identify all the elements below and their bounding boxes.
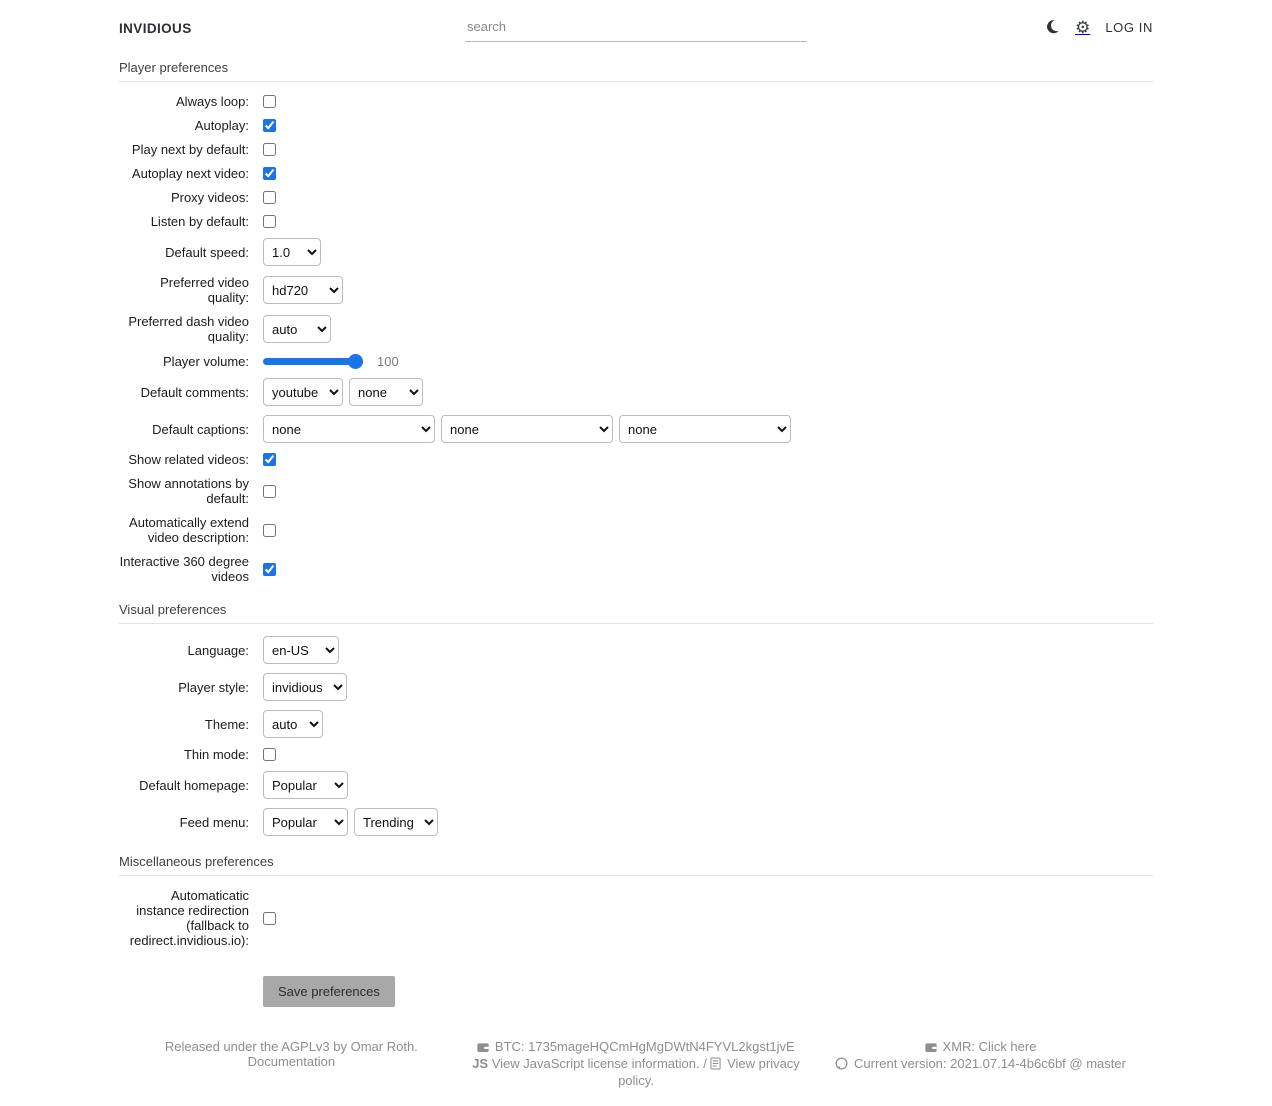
autoplay-next-checkbox[interactable] bbox=[263, 167, 276, 180]
language-select[interactable] bbox=[263, 636, 339, 664]
listen-default-label: Listen by default: bbox=[150, 214, 249, 229]
player-style-label: Player style: bbox=[178, 679, 249, 695]
video-quality-label: Preferred video quality: bbox=[160, 275, 249, 305]
player-volume-value: 100 bbox=[377, 353, 399, 369]
player-volume-label: Player volume: bbox=[163, 353, 249, 369]
default-speed-label: Default speed: bbox=[165, 244, 249, 260]
dash-quality-select[interactable] bbox=[263, 315, 331, 343]
login-link[interactable]: LOG IN bbox=[1105, 20, 1153, 36]
github-icon bbox=[835, 1057, 848, 1073]
proxy-videos-row bbox=[119, 190, 1153, 205]
privacy-document-icon bbox=[710, 1057, 721, 1073]
related-videos-label: Show related videos: bbox=[128, 452, 249, 467]
related-videos-checkbox[interactable] bbox=[263, 453, 276, 466]
default-speed-select[interactable] bbox=[263, 238, 321, 266]
autoplay-label: Autoplay: bbox=[194, 118, 249, 133]
moon-icon bbox=[1045, 19, 1060, 36]
instance-redirect-checkbox[interactable] bbox=[263, 912, 276, 925]
vr360-checkbox[interactable] bbox=[263, 563, 276, 576]
play-next-label: Play next by default: bbox=[131, 142, 249, 157]
theme-label: Theme: bbox=[204, 716, 249, 732]
current-version-value: 2021.07.14-4b6c6bf @ master bbox=[950, 1056, 1126, 1071]
default-homepage-select[interactable] bbox=[263, 771, 348, 799]
misc-preferences-section bbox=[119, 888, 1153, 1007]
default-comments-select-1[interactable] bbox=[263, 378, 343, 406]
listen-default-row bbox=[119, 214, 1153, 229]
always-loop-row bbox=[119, 94, 1153, 109]
video-quality-select[interactable] bbox=[263, 276, 343, 304]
language-row bbox=[119, 636, 1153, 664]
default-captions-row bbox=[119, 415, 1153, 443]
current-version-label: Current version: bbox=[854, 1056, 947, 1071]
default-speed-row bbox=[119, 238, 1153, 266]
visual-preferences-heading: Visual preferences bbox=[119, 602, 1153, 624]
player-volume-slider[interactable] bbox=[263, 353, 363, 369]
default-captions-select-3[interactable] bbox=[619, 415, 791, 443]
theme-select[interactable] bbox=[263, 710, 323, 738]
thin-mode-label: Thin mode: bbox=[183, 747, 249, 762]
annotations-row bbox=[119, 476, 1153, 506]
thin-mode-checkbox[interactable] bbox=[263, 748, 276, 761]
autoplay-next-label: Autoplay next video: bbox=[131, 166, 249, 181]
btc-address-text: BTC: 1735mageHQCmHgMgDWtN4FYVL2kgst1jvE bbox=[494, 1039, 795, 1054]
xmr-label: XMR: bbox=[942, 1039, 976, 1054]
player-style-row bbox=[119, 673, 1153, 701]
vr360-label: Interactive 360 degree videos bbox=[119, 554, 249, 584]
related-videos-row bbox=[119, 452, 1153, 467]
extend-description-label: Automatically extend video description: bbox=[129, 515, 249, 545]
wallet-icon bbox=[477, 1041, 489, 1056]
always-loop-checkbox[interactable] bbox=[263, 95, 276, 108]
footer-license-text: Released under the AGPLv3 by Omar Roth. bbox=[164, 1039, 418, 1054]
feed-menu-row bbox=[119, 808, 1153, 836]
dash-quality-label: Preferred dash video quality: bbox=[128, 314, 249, 344]
default-comments-row bbox=[119, 378, 1153, 406]
player-volume-row bbox=[119, 353, 1153, 369]
play-next-row bbox=[119, 142, 1153, 157]
annotations-checkbox[interactable] bbox=[263, 485, 276, 498]
dash-quality-row bbox=[119, 314, 1153, 344]
feed-menu-select-1[interactable] bbox=[263, 808, 348, 836]
default-comments-select-2[interactable] bbox=[349, 378, 423, 406]
player-preferences-heading: Player preferences bbox=[119, 60, 1153, 82]
thin-mode-row bbox=[119, 747, 1153, 762]
autoplay-checkbox[interactable] bbox=[263, 119, 276, 132]
vr360-row bbox=[119, 554, 1153, 584]
default-homepage-label: Default homepage: bbox=[139, 777, 249, 793]
brand-link[interactable]: INVIDIOUS bbox=[119, 20, 192, 36]
play-next-checkbox[interactable] bbox=[263, 143, 276, 156]
feed-menu-label: Feed menu: bbox=[179, 814, 249, 830]
extend-description-row bbox=[119, 515, 1153, 545]
xmr-click-here-link[interactable]: Click here bbox=[978, 1039, 1037, 1054]
footer-version-column bbox=[808, 1039, 1153, 1088]
instance-redirect-label: Automaticatic instance redirection (fallback to redirect.invidious.io): bbox=[129, 888, 249, 948]
default-comments-label: Default comments: bbox=[140, 384, 249, 400]
annotations-label: Show annotations by default: bbox=[128, 476, 249, 506]
visual-preferences-section bbox=[119, 636, 1153, 836]
privacy-policy-link[interactable]: View privacy policy. bbox=[618, 1056, 800, 1088]
misc-preferences-heading: Miscellaneous preferences bbox=[119, 854, 1153, 876]
wallet-icon bbox=[925, 1041, 937, 1056]
preferences-link[interactable] bbox=[1075, 19, 1090, 36]
video-quality-row bbox=[119, 275, 1153, 305]
js-license-link[interactable]: View JavaScript license information. bbox=[491, 1056, 700, 1071]
footer-license-column bbox=[119, 1039, 464, 1088]
listen-default-checkbox[interactable] bbox=[263, 215, 276, 228]
top-navbar bbox=[119, 0, 1153, 42]
save-preferences-button[interactable]: Save preferences bbox=[263, 976, 395, 1007]
default-homepage-row bbox=[119, 771, 1153, 799]
player-preferences-section bbox=[119, 94, 1153, 584]
feed-menu-select-2[interactable] bbox=[354, 808, 438, 836]
footer-donate-column bbox=[464, 1039, 809, 1088]
player-style-select[interactable] bbox=[263, 673, 347, 701]
js-icon: JS bbox=[472, 1056, 489, 1071]
default-captions-select-1[interactable] bbox=[263, 415, 435, 443]
autoplay-next-row bbox=[119, 166, 1153, 181]
gear-icon: ⚙ bbox=[1075, 18, 1091, 38]
proxy-videos-checkbox[interactable] bbox=[263, 191, 276, 204]
footer bbox=[119, 1039, 1153, 1106]
default-captions-select-2[interactable] bbox=[441, 415, 613, 443]
default-captions-label: Default captions: bbox=[152, 421, 249, 437]
autoplay-row bbox=[119, 118, 1153, 133]
extend-description-checkbox[interactable] bbox=[263, 524, 276, 537]
dark-mode-toggle[interactable] bbox=[1045, 19, 1060, 36]
theme-row bbox=[119, 710, 1153, 738]
documentation-link[interactable]: Documentation bbox=[247, 1054, 336, 1069]
proxy-videos-label: Proxy videos: bbox=[170, 190, 249, 205]
footer-separator: / bbox=[703, 1056, 707, 1071]
language-label: Language: bbox=[187, 642, 249, 658]
search-input[interactable] bbox=[465, 15, 807, 42]
instance-redirect-row bbox=[119, 888, 1153, 948]
always-loop-label: Always loop: bbox=[176, 94, 249, 109]
